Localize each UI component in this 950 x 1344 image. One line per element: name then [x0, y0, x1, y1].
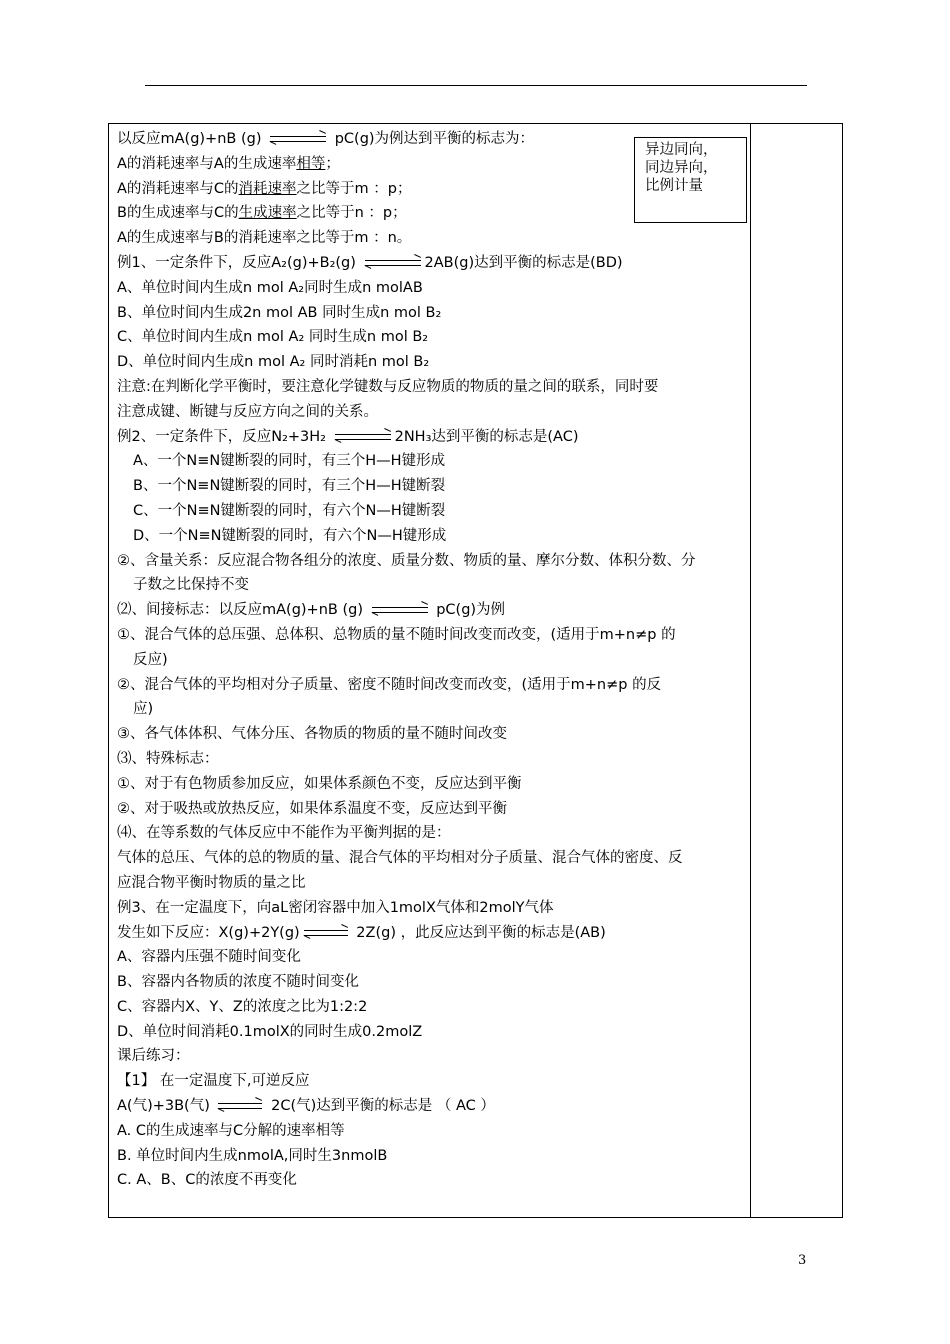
option-line: C. A、B、C的浓度不再变化: [117, 1172, 297, 1189]
equilibrium-arrow-icon: [365, 257, 421, 269]
option-line: C、容器内X、Y、Z的浓度之比为1:2:2: [117, 998, 368, 1015]
equilibrium-arrow-icon: [372, 604, 428, 616]
equilibrium-arrow-icon: [218, 1100, 262, 1112]
option-line: B、单位时间内生成2n mol AB 同时生成n mol B₂: [117, 304, 442, 321]
document-body: [117, 127, 747, 1193]
text-line: A的生成速率与B的消耗速率之比等于m ：n。: [117, 230, 412, 247]
equilibrium-arrow-icon: [270, 133, 326, 145]
equilibrium-arrow-icon: [335, 431, 391, 443]
option-line: C、一个N≡N键断裂的同时，有六个N—H键断裂: [133, 502, 446, 519]
option-line: A、一个N≡N键断裂的同时，有三个H—H键形成: [133, 453, 446, 470]
text-line: ②、含量关系：反应混合物各组分的浓度、质量分数、物质的量、摩尔分数、体积分数、分: [117, 552, 696, 569]
page-number: 3: [798, 1253, 807, 1268]
option-line: B、一个N≡N键断裂的同时，有三个H—H键断裂: [133, 478, 446, 495]
section-heading: 课后练习：: [117, 1048, 190, 1065]
text-line: ②、混合气体的平均相对分子质量、密度不随时间改变而改变，(适用于m+n≠p 的反: [117, 676, 662, 693]
text-line: ③、各气体体积、气体分压、各物质的物质的量不随时间改变: [117, 726, 507, 743]
option-line: C、单位时间内生成n mol A₂ 同时生成n mol B₂: [117, 329, 429, 346]
header-rule: [145, 85, 807, 86]
option-line: D、单位时间内生成n mol A₂ 同时消耗n mol B₂: [117, 354, 430, 371]
text-line: A的消耗速率与C的消耗速率之比等于m ：p；: [117, 180, 412, 197]
text-line: ⑶、特殊标志：: [117, 750, 219, 767]
exercise-title: 【1】 在一定温度下,可逆反应: [117, 1073, 310, 1090]
option-line: A. C的生成速率与C分解的速率相等: [117, 1122, 345, 1139]
example-2-title: 例2、一定条件下，反应N₂+3H₂ 2NH₃达到平衡的标志是(AC): [117, 428, 579, 445]
table-column-divider: [750, 123, 751, 1218]
equilibrium-arrow-icon: [304, 927, 348, 939]
text-line: A的消耗速率与A的生成速率相等；: [117, 155, 340, 172]
text-line: 应混合物平衡时物质的量之比: [117, 874, 306, 891]
example-3-title: 例3、在一定温度下，向aL密闭容器中加入1molX气体和2molY气体: [117, 899, 554, 916]
text-line: 反应): [133, 651, 168, 668]
text-line: ①、混合气体的总压强、总体积、总物质的量不随时间改变而改变，(适用于m+n≠p 的: [117, 626, 676, 643]
option-line: A、单位时间内生成n mol A₂同时生成n molAB: [117, 279, 423, 296]
note-line: 比例计量: [645, 178, 703, 194]
option-line: B、容器内各物质的浓度不随时间变化: [117, 974, 359, 991]
text-line: 子数之比保持不变: [133, 577, 249, 594]
text-line: ②、对于吸热或放热反应，如果体系温度不变，反应达到平衡: [117, 800, 507, 817]
text-line: 发生如下反应：X(g)+2Y(g) 2Z(g) ，此反应达到平衡的标志是(AB): [117, 924, 606, 941]
option-line: D、一个N≡N键断裂的同时，有六个N—H键形成: [133, 527, 447, 544]
example-1-title: 例1、一定条件下，反应A₂(g)+B₂(g) 2AB(g)达到平衡的标志是(BD): [117, 254, 623, 271]
note-line: 异边同向，: [645, 142, 718, 158]
text-line: 应): [133, 701, 154, 718]
text-line: A(气)+3B(气) 2C(气)达到平衡的标志是 （ AC ）: [117, 1098, 495, 1115]
option-line: A、容器内压强不随时间变化: [117, 949, 301, 966]
text-line: 气体的总压、气体的总的物质的量、混合气体的平均相对分子质量、混合气体的密度、反: [117, 850, 683, 867]
text-line: ⑷、在等系数的气体反应中不能作为平衡判据的是：: [117, 825, 451, 842]
text-line: 注意:在判断化学平衡时，要注意化学键数与反应物质的物质的量之间的联系，同时要: [117, 378, 659, 395]
text-line: 以反应mA(g)+nB (g) pC(g)为例达到平衡的标志为：: [117, 131, 535, 147]
text-line: 注意成键、断键与反应方向之间的关系。: [117, 403, 378, 420]
note-line: 同边异向，: [645, 160, 718, 176]
option-line: D、单位时间消耗0.1molX的同时生成0.2molZ: [117, 1023, 423, 1040]
option-line: B. 单位时间内生成nmolA,同时生3nmolB: [117, 1147, 388, 1164]
text-line: B的生成速率与C的生成速率之比等于n ：p；: [117, 205, 407, 222]
text-line: ⑵、间接标志：以反应mA(g)+nB (g) pC(g)为例: [117, 602, 506, 619]
text-line: ①、对于有色物质参加反应，如果体系颜色不变，反应达到平衡: [117, 775, 522, 792]
